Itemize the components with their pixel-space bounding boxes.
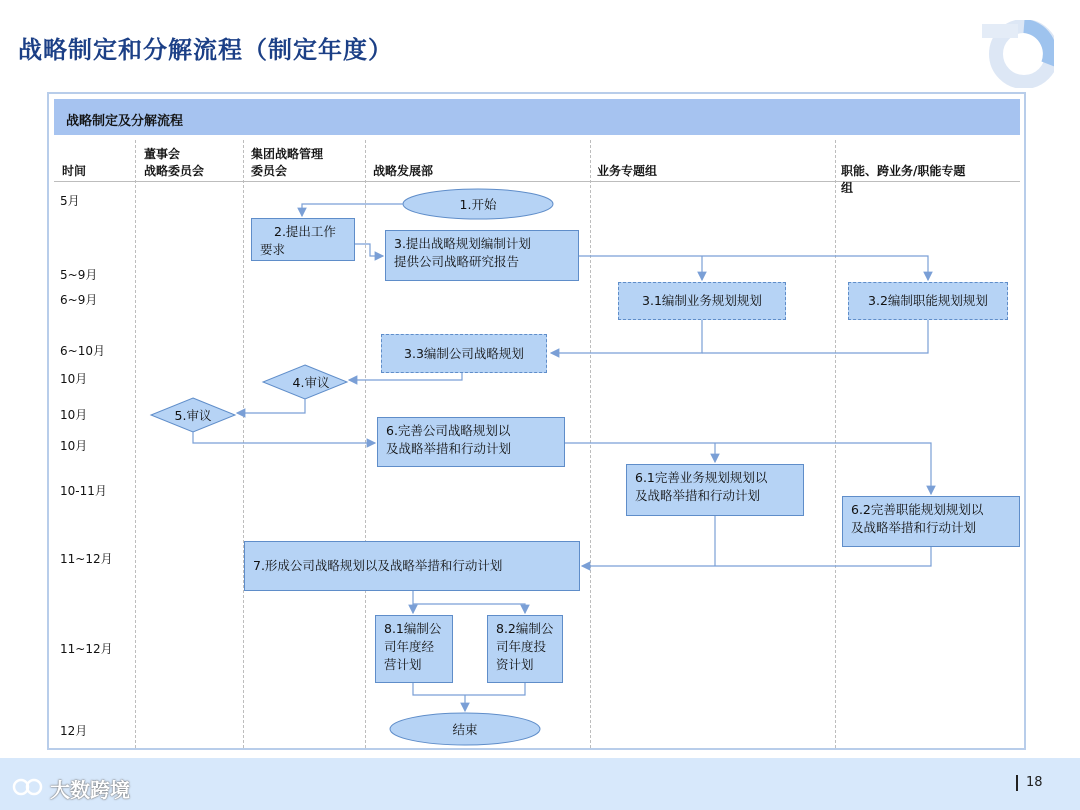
table-header: 战略制定及分解流程	[66, 114, 184, 129]
node-8-1-operation-plan: 8.1编制公 司年度经 营计划	[375, 615, 453, 683]
node-3-3-company-plan: 3.3编制公司战略规划	[381, 334, 547, 373]
node-8-2-investment-plan: 8.2编制公 司年度投 资计划	[487, 615, 563, 683]
row-time-label: 11~12月	[60, 642, 113, 656]
footer-logo: 大数跨境	[50, 778, 130, 802]
row-time-label: 10月	[60, 439, 88, 453]
row-time-label: 11~12月	[60, 552, 113, 566]
footer-bar	[0, 758, 1080, 810]
footer-brand-icon	[12, 776, 48, 798]
column-header-group-committee: 集团战略管理 委员会	[251, 147, 324, 178]
node-7-finalize: 7.形成公司战略规划以及战略举措和行动计划	[244, 541, 580, 591]
row-time-label: 12月	[60, 724, 88, 738]
row-time-label: 10月	[60, 408, 88, 422]
page-title: 战略制定和分解流程（制定年度）	[18, 36, 393, 64]
node-4-review: 4.审议	[292, 375, 330, 390]
node-5-review: 5.审议	[174, 408, 212, 423]
row-time-label: 5月	[60, 194, 80, 208]
row-time-label: 10月	[60, 372, 88, 386]
row-time-label: 6~9月	[60, 293, 98, 307]
column-header-strategy-dept: 战略发展部	[373, 164, 434, 178]
node-end: 结束	[452, 722, 478, 737]
node-6-refine: 6.完善公司战略规划以 及战略举措和行动计划	[377, 417, 565, 467]
page-number: 18	[1016, 775, 1043, 791]
node-start: 1.开始	[459, 197, 497, 212]
node-3-2-function-plan: 3.2编制职能规划规划	[848, 282, 1008, 320]
node-6-2-refine-function: 6.2完善职能规划规划以 及战略举措和行动计划	[842, 496, 1020, 547]
row-time-label: 5~9月	[60, 268, 98, 282]
row-time-label: 6~10月	[60, 344, 105, 358]
column-header-function-group: 职能、跨业务/职能专题 组	[841, 164, 966, 195]
column-header-business-group: 业务专题组	[597, 164, 658, 178]
node-2-request: 2.提出工作 要求	[251, 218, 355, 261]
node-3-1-business-plan: 3.1编制业务规划规划	[618, 282, 786, 320]
column-header-board: 董事会 战略委员会	[144, 147, 205, 178]
column-header-time: 时间	[62, 164, 87, 178]
node-3-plan: 3.提出战略规划编制计划 提供公司战略研究报告	[385, 230, 579, 281]
node-6-1-refine-business: 6.1完善业务规划规划以 及战略举措和行动计划	[626, 464, 804, 516]
row-time-label: 10-11月	[60, 484, 107, 498]
